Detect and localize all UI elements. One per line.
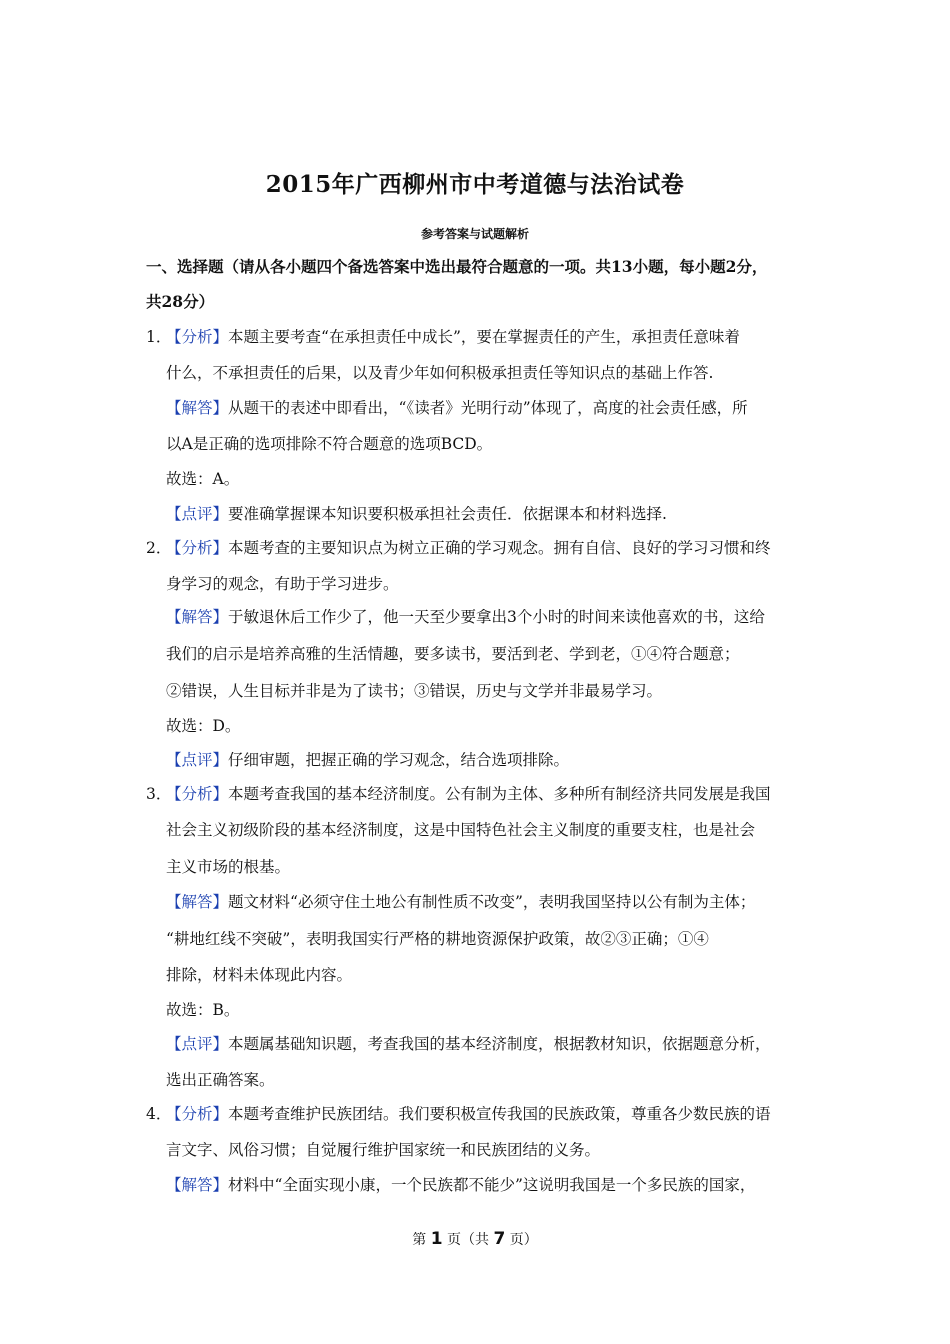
answer-tag: 【解答】 [166,608,229,626]
q1-analysis-line-1 [166,327,740,347]
question-number: 1． [146,328,172,346]
footer-prefix: 第 [412,1232,431,1248]
q2-answer-line-1 [166,607,765,627]
q3-answer-line-2: “耕地红线不突破”，表明我国实行严格的耕地资源保护政策，故②③正确；①④ [166,930,709,948]
footer-middle: 页（共 [442,1232,494,1248]
q1-comment-line-1 [166,504,667,524]
comment-text: 要准确掌握课本知识要积极承担社会责任．依据课本和材料选择. [228,505,667,523]
answer-text: 从题干的表述中即看出，“《读者》光明行动”体现了，高度的社会责任感，所 [228,399,748,417]
q2-analysis-line-2: 身学习的观念，有助于学习进步。 [166,575,399,593]
q3-answer-line-3: 排除，材料未体现此内容。 [166,966,353,984]
q3-analysis-line-1 [166,784,771,804]
page-footer [0,1229,950,1249]
footer-suffix: 页） [505,1232,538,1248]
comment-text: 本题属基础知识题，考查我国的基本经济制度，根据教材知识，依据题意分析， [228,1035,771,1053]
analysis-text: 本题考查的主要知识点为树立正确的学习观念。拥有自信、良好的学习习惯和终 [228,539,771,557]
footer-page-number: 1 [430,1229,443,1249]
footer-total-pages: 7 [493,1229,506,1249]
section-heading-line-1: 一、选择题（请从各小题四个备选答案中选出最符合题意的一项。共13小题，每小题2分， [146,257,768,276]
answer-text: 材料中“全面实现小康，一个民族都不能少”这说明我国是一个多民族的国家， [228,1176,756,1194]
q2-answer-line-2: 我们的启示是培养高雅的生活情趣，要多读书，要活到老、学到老，①④符合题意； [166,645,740,663]
q3-analysis-line-3: 主义市场的根基。 [166,858,291,876]
question-number: 2． [146,539,172,557]
q2-answer-line-3: ②错误，人生目标并非是为了读书；③错误，历史与文学并非最易学习。 [166,682,663,700]
analysis-text: 本题考查维护民族团结。我们要积极宣传我国的民族政策，尊重各少数民族的语 [228,1105,771,1123]
answer-tag: 【解答】 [166,399,229,417]
analysis-tag: 【分析】 [166,328,229,346]
analysis-tag: 【分析】 [166,1105,229,1123]
q3-comment-line-1 [166,1034,771,1054]
q3-comment-line-2: 选出正确答案。 [166,1071,275,1089]
q1-answer-line-2: 以A是正确的选项排除不符合题意的选项BCD。 [166,435,493,453]
analysis-text: 本题考查我国的基本经济制度。公有制为主体、多种所有制经济共同发展是我国 [228,785,771,803]
analysis-tag: 【分析】 [166,539,229,557]
question-number: 3． [146,785,172,803]
analysis-text: 本题主要考查“在承担责任中成长”，要在掌握责任的产生，承担责任意味着 [228,328,740,346]
analysis-tag: 【分析】 [166,785,229,803]
q3-answer-line-1 [166,892,755,912]
comment-tag: 【点评】 [166,505,229,523]
q4-analysis-line-2: 言文字、风俗习惯；自觉履行维护国家统一和民族团结的义务。 [166,1141,601,1159]
comment-tag: 【点评】 [166,1035,229,1053]
q3-analysis-line-2: 社会主义初级阶段的基本经济制度，这是中国特色社会主义制度的重要支柱，也是社会 [166,821,756,839]
page-subtitle: 参考答案与试题解析 [420,227,529,241]
q2-comment-line-1 [166,750,569,770]
comment-text: 仔细审题，把握正确的学习观念，结合选项排除。 [228,751,570,769]
q2-analysis-line-1 [166,538,771,558]
question-number: 4． [146,1105,172,1123]
answer-text: 题文材料“必须守住土地公有制性质不改变”，表明我国坚持以公有制为主体； [228,893,756,911]
section-heading-line-2: 共28分） [146,292,215,311]
answer-tag: 【解答】 [166,893,229,911]
q4-analysis-line-1 [166,1104,771,1124]
answer-tag: 【解答】 [166,1176,229,1194]
q4-answer-line-1 [166,1175,755,1195]
comment-tag: 【点评】 [166,751,229,769]
answer-text: 于敏退休后工作少了，他一天至少要拿出3个小时的时间来读他喜欢的书，这给 [228,608,765,626]
q1-analysis-line-2: 什么，不承担责任的后果，以及青少年如何积极承担责任等知识点的基础上作答. [166,364,714,382]
q1-answer-line-1 [166,398,748,418]
page-title: 2015年广西柳州市中考道德与法治试卷 [265,171,685,198]
q2-choice: 故选：D。 [166,717,241,735]
q1-choice: 故选：A。 [166,470,240,488]
q3-choice: 故选：B。 [166,1001,240,1019]
